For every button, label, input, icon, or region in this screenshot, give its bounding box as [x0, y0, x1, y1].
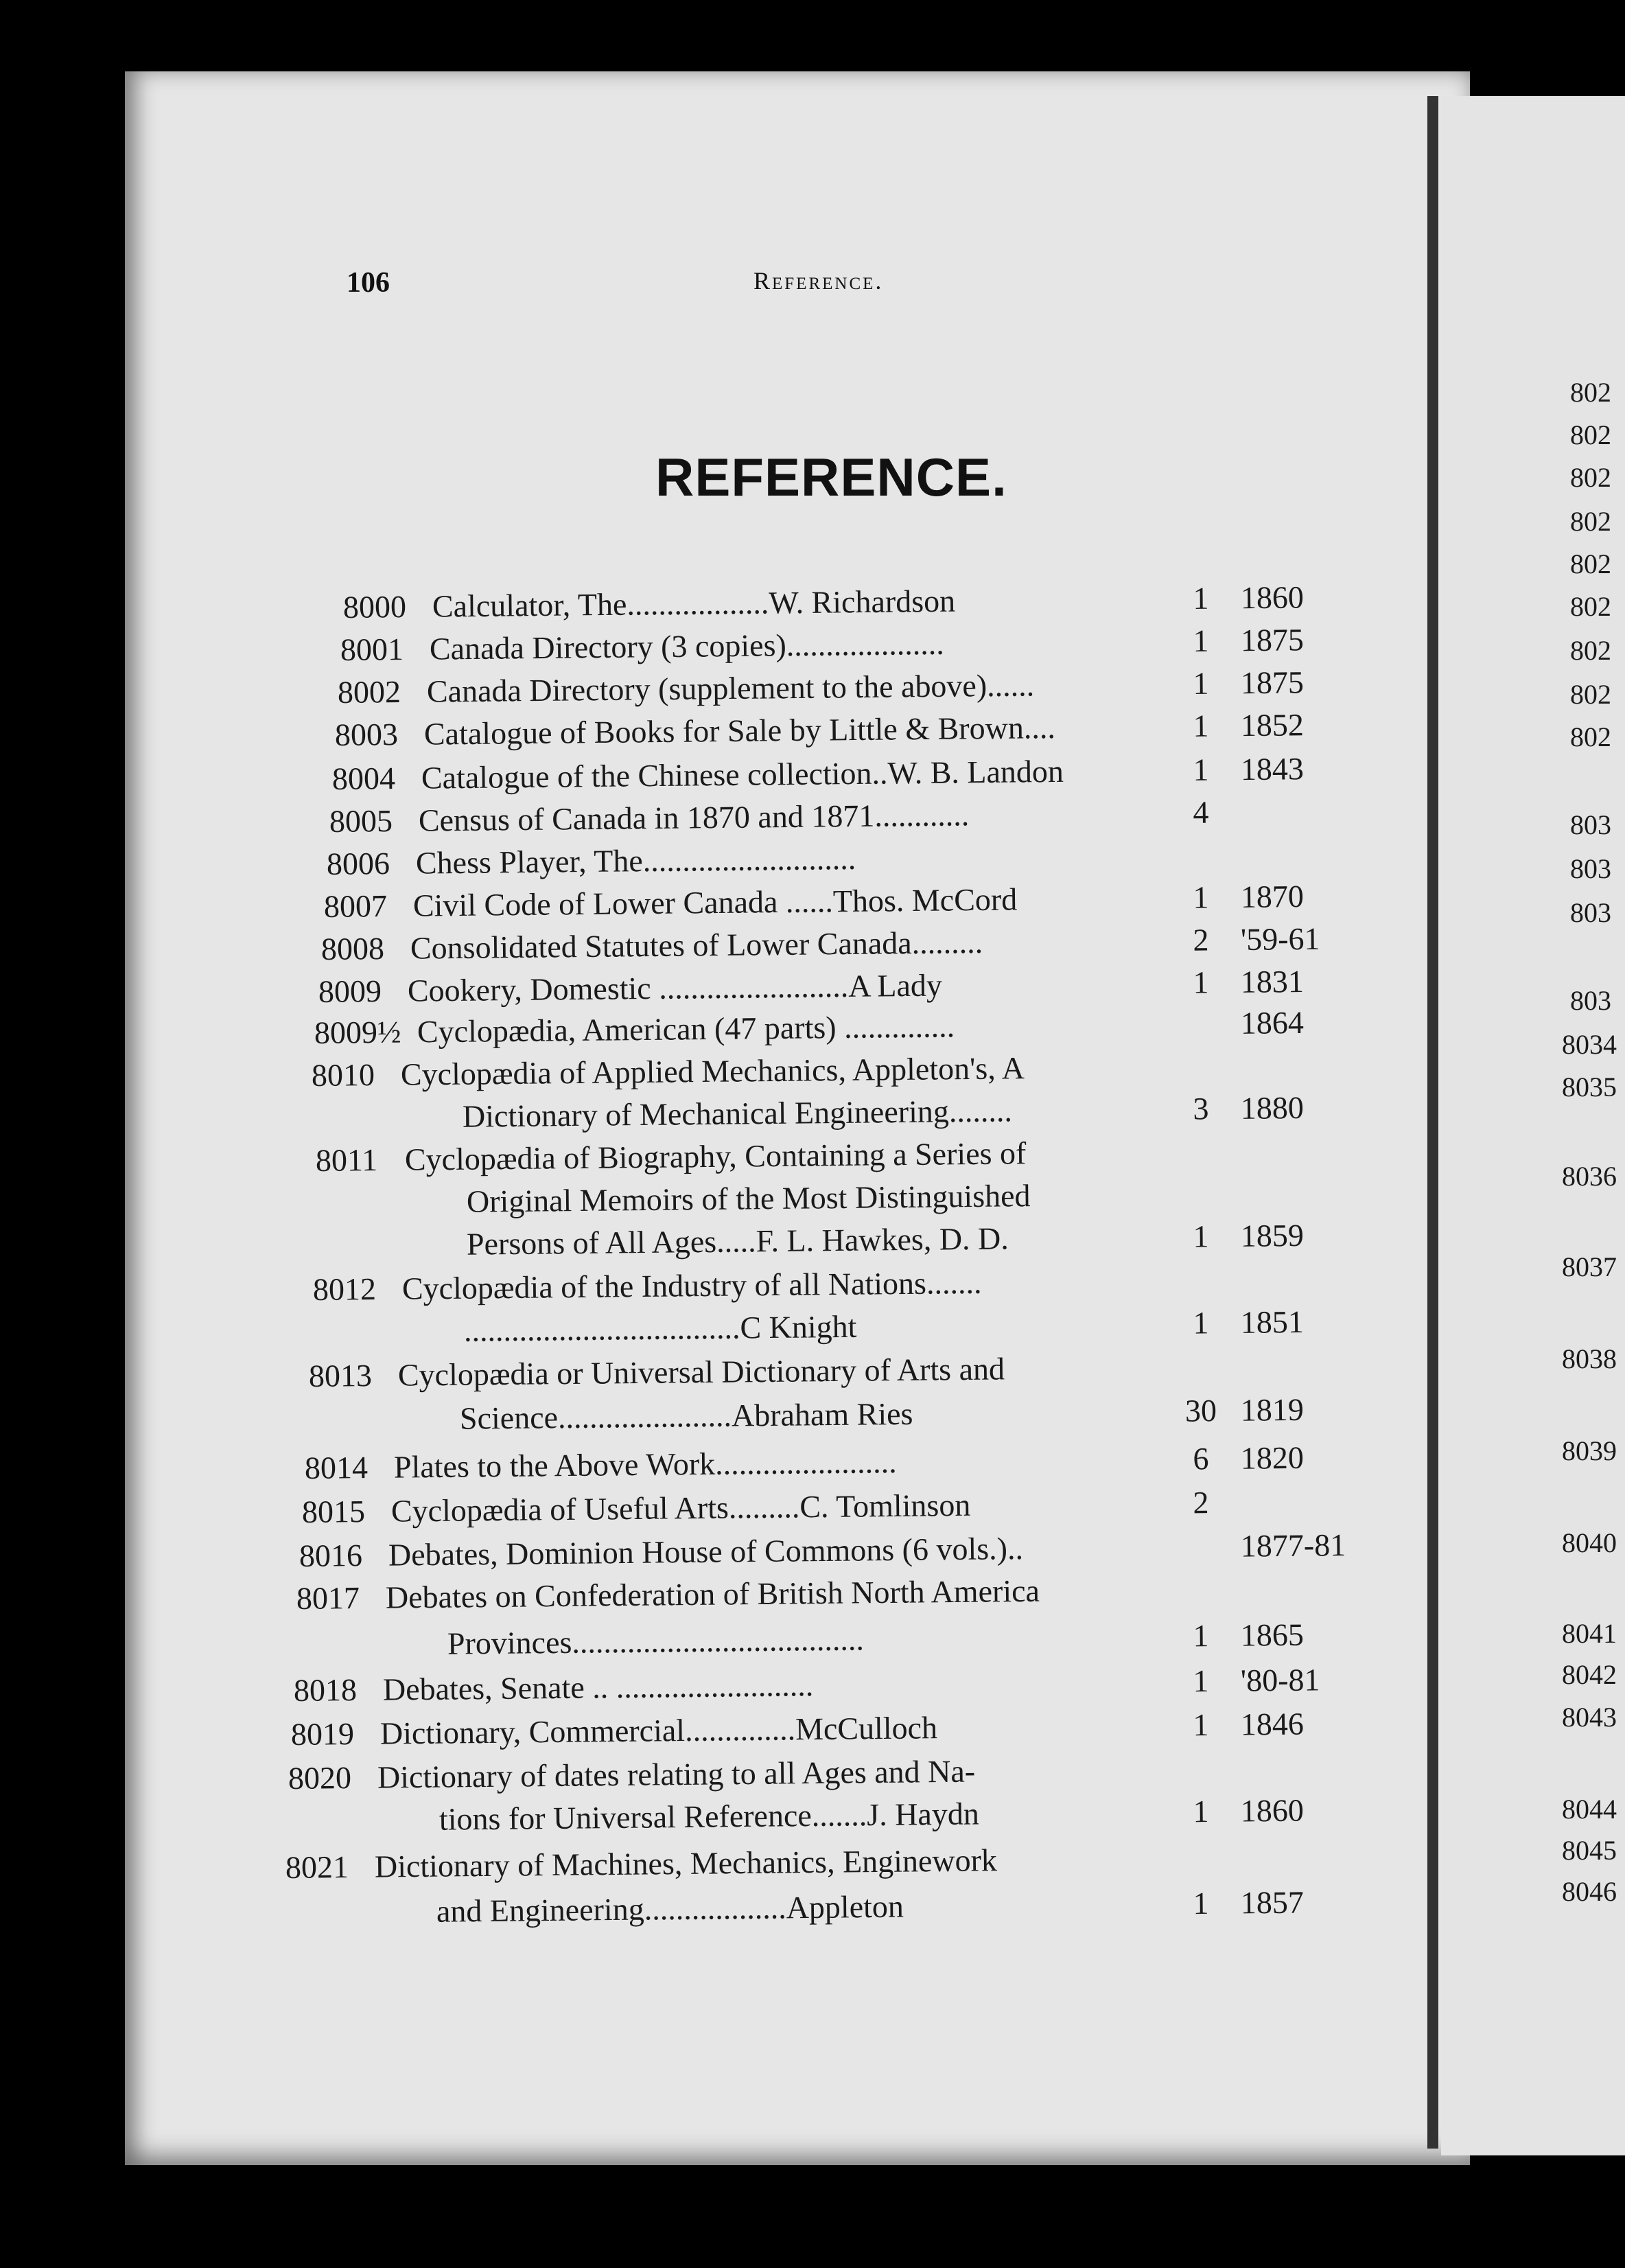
entry-volumes — [1184, 836, 1218, 837]
entry-title: Dictionary of Machines, Mechanics, Enginework — [374, 1842, 998, 1884]
entry-title: Cyclopædia of Biography, Containing a Series of — [404, 1135, 1027, 1177]
entry-volumes: 1 — [1193, 665, 1209, 701]
facing-entry-number: 802 — [1570, 506, 1611, 537]
entry-volumes: 2 — [1193, 1485, 1209, 1520]
entry-volumes — [1184, 1528, 1218, 1529]
entry-number: 8020 — [288, 1760, 352, 1796]
facing-entry-number: 803 — [1570, 897, 1611, 928]
entry-number: 8008 — [320, 931, 385, 967]
entry-volumes: 1 — [1193, 1618, 1209, 1654]
entry-volumes — [1184, 1750, 1218, 1751]
facing-entry-number: 802 — [1570, 635, 1611, 666]
entry-year: 1831 — [1240, 963, 1305, 999]
entry-volumes: 1 — [1193, 1218, 1209, 1254]
facing-entry-number: 802 — [1570, 462, 1611, 493]
entry-number: 8014 — [304, 1450, 369, 1485]
facing-entry-number: 8037 — [1562, 1251, 1617, 1282]
entry-title: Provinces..................................... — [447, 1621, 865, 1661]
entry-number: 8002 — [337, 674, 401, 710]
entry-volumes: 1 — [1193, 752, 1209, 787]
facing-entry-number: 803 — [1570, 985, 1611, 1016]
facing-entry-number: 8040 — [1562, 1527, 1617, 1558]
entry-title: Original Memoirs of the Most Distinguished — [466, 1178, 1031, 1219]
entry-volumes: 2 — [1193, 922, 1209, 958]
entry-year: '80-81 — [1240, 1662, 1320, 1698]
facing-entry-number: 8045 — [1562, 1835, 1617, 1866]
entry-year: 1880 — [1240, 1089, 1305, 1126]
entry-title: Cyclopædia of Applied Mechanics, Appleton's, A — [400, 1050, 1025, 1092]
facing-entry-number: 8042 — [1562, 1659, 1617, 1690]
entry-year: 1857 — [1240, 1884, 1305, 1921]
entry-year: 1875 — [1240, 664, 1305, 701]
entry-title: Plates to the Above Work....................... — [393, 1444, 897, 1485]
entry-title: tions for Universal Reference.......J. Haydn — [439, 1796, 980, 1837]
facing-entry-number: 8043 — [1562, 1702, 1617, 1733]
entry-title: Cyclopædia or Universal Dictionary of Arts and — [397, 1351, 1005, 1393]
entry-number: 8010 — [311, 1057, 375, 1093]
entry-year: '59-61 — [1240, 921, 1320, 957]
entry-number: 8019 — [290, 1716, 355, 1752]
entry-number: 8017 — [296, 1580, 360, 1616]
facing-entry-number: 8044 — [1562, 1794, 1617, 1825]
entry-title: Census of Canada in 1870 and 1871............ — [418, 797, 970, 838]
entry-year: 1819 — [1240, 1391, 1305, 1428]
entry-volumes: 3 — [1193, 1091, 1209, 1126]
facing-entry-number: 803 — [1570, 809, 1611, 840]
entry-year: 1860 — [1240, 579, 1305, 616]
entry-year: 1865 — [1240, 1617, 1305, 1653]
facing-entry-number: 802 — [1570, 721, 1611, 752]
entry-volumes: 1 — [1193, 1793, 1209, 1829]
entry-title: Civil Code of Lower Canada ......Thos. McCord — [412, 881, 1018, 923]
entry-number: 8021 — [285, 1849, 349, 1885]
entry-number: 8001 — [340, 632, 404, 667]
facing-entry-number: 8046 — [1562, 1876, 1617, 1907]
entry-volumes: 1 — [1193, 1663, 1209, 1699]
entry-title: Catalogue of Books for Sale by Little & Brown.... — [423, 710, 1056, 752]
facing-entry-number: 802 — [1570, 679, 1611, 710]
entry-year: 1870 — [1240, 879, 1305, 915]
entry-volumes: 1 — [1193, 879, 1209, 915]
entry-volumes: 1 — [1193, 1305, 1209, 1341]
facing-entry-number: 802 — [1570, 548, 1611, 579]
entry-volumes: 1 — [1193, 1885, 1209, 1921]
entry-title: Cyclopædia of the Industry of all Nations....... — [401, 1264, 982, 1306]
entry-number: 8016 — [299, 1538, 363, 1573]
entry-volumes: 30 — [1184, 1393, 1217, 1428]
entry-title: Dictionary of dates relating to all Ages and Na- — [377, 1753, 976, 1795]
entry-year: 1859 — [1240, 1217, 1305, 1253]
entry-year: 1864 — [1240, 1004, 1305, 1041]
entry-title: Debates on Confederation of British North America — [385, 1573, 1040, 1615]
entry-year: 1843 — [1240, 751, 1305, 787]
entry-number: 8011 — [315, 1142, 378, 1178]
facing-entry-number: 8036 — [1562, 1161, 1617, 1192]
entry-year: 1851 — [1240, 1304, 1305, 1340]
entry-volumes: 1 — [1193, 708, 1209, 743]
entry-number: 8009½ — [314, 1014, 401, 1050]
entry-title: Debates, Dominion House of Commons (6 vols.).. — [388, 1530, 1024, 1573]
entry-title: Cyclopædia, American (47 parts) .............. — [417, 1008, 955, 1050]
page-number: 106 — [347, 267, 390, 299]
entry-number: 8005 — [329, 803, 393, 839]
facing-entry-number: 803 — [1570, 853, 1611, 884]
entry-title: Science......................Abraham Ries — [459, 1396, 913, 1436]
entry-volumes: 1 — [1193, 964, 1209, 1000]
entry-number: 8004 — [331, 761, 396, 796]
entry-number: 8006 — [326, 846, 390, 881]
entry-year: 1820 — [1240, 1439, 1305, 1476]
page-gutter — [1427, 96, 1438, 2149]
entry-title: Persons of All Ages.....F. L. Hawkes, D. D. — [466, 1220, 1009, 1262]
entry-volumes: 1 — [1193, 623, 1209, 658]
entry-title: and Engineering..................Appleton — [436, 1888, 904, 1929]
entry-title: Consolidated Statutes of Lower Canada......... — [410, 924, 983, 966]
entry-year: 1875 — [1240, 622, 1305, 658]
facing-entry-number: 802 — [1570, 591, 1611, 622]
running-title: Reference. — [753, 267, 884, 294]
entry-number: 8015 — [301, 1494, 366, 1529]
entry-volumes: 6 — [1193, 1441, 1209, 1477]
page-title: REFERENCE. — [655, 447, 1007, 507]
entry-number: 8018 — [293, 1672, 358, 1708]
entry-number: 8003 — [334, 717, 399, 752]
entry-year: 1877-81 — [1240, 1527, 1346, 1564]
facing-entry-number: 802 — [1570, 419, 1611, 450]
entry-title: Dictionary of Mechanical Engineering........ — [462, 1093, 1013, 1134]
entry-volumes: 1 — [1193, 1706, 1209, 1743]
entry-title: ...................................C Knight — [463, 1308, 857, 1348]
entry-volumes — [1184, 1175, 1218, 1176]
entry-number: 8013 — [308, 1358, 373, 1393]
entry-title: Catalogue of the Chinese collection..W. B. Landon — [421, 753, 1064, 796]
entry-volumes: 1 — [1193, 580, 1209, 616]
entry-number: 8000 — [342, 589, 407, 625]
entry-volumes: 4 — [1193, 794, 1209, 830]
entry-year: 1846 — [1240, 1706, 1305, 1742]
facing-entry-number: 8035 — [1562, 1072, 1617, 1102]
entry-title: Canada Directory (supplement to the above)...... — [426, 667, 1035, 709]
entry-volumes — [1184, 1348, 1218, 1349]
entry-title: Debates, Senate .. ......................... — [382, 1667, 814, 1707]
entry-title: Canada Directory (3 copies).................... — [429, 625, 945, 667]
facing-entry-number: 8034 — [1562, 1029, 1617, 1060]
entry-title: Chess Player, The........................... — [415, 840, 856, 881]
facing-entry-number: 802 — [1570, 377, 1611, 408]
entry-title: Cookery, Domestic ........................A Lady — [407, 967, 943, 1008]
facing-entry-number: 8038 — [1562, 1343, 1617, 1374]
entry-year: 1860 — [1240, 1792, 1305, 1829]
entry-number: 8012 — [312, 1271, 377, 1307]
entry-title: Dictionary, Commercial..............McCulloch — [379, 1710, 938, 1751]
entry-number: 8009 — [318, 973, 382, 1009]
entry-number: 8007 — [323, 888, 388, 924]
entry-volumes — [1184, 1005, 1218, 1006]
entry-title: Cyclopædia of Useful Arts.........C. Tomlinson — [390, 1487, 971, 1529]
entry-title: Calculator, The..................W. Richardson — [432, 583, 956, 624]
facing-entry-number: 8041 — [1562, 1618, 1617, 1649]
facing-entry-number: 8039 — [1562, 1435, 1617, 1466]
entry-year: 1852 — [1240, 707, 1305, 743]
